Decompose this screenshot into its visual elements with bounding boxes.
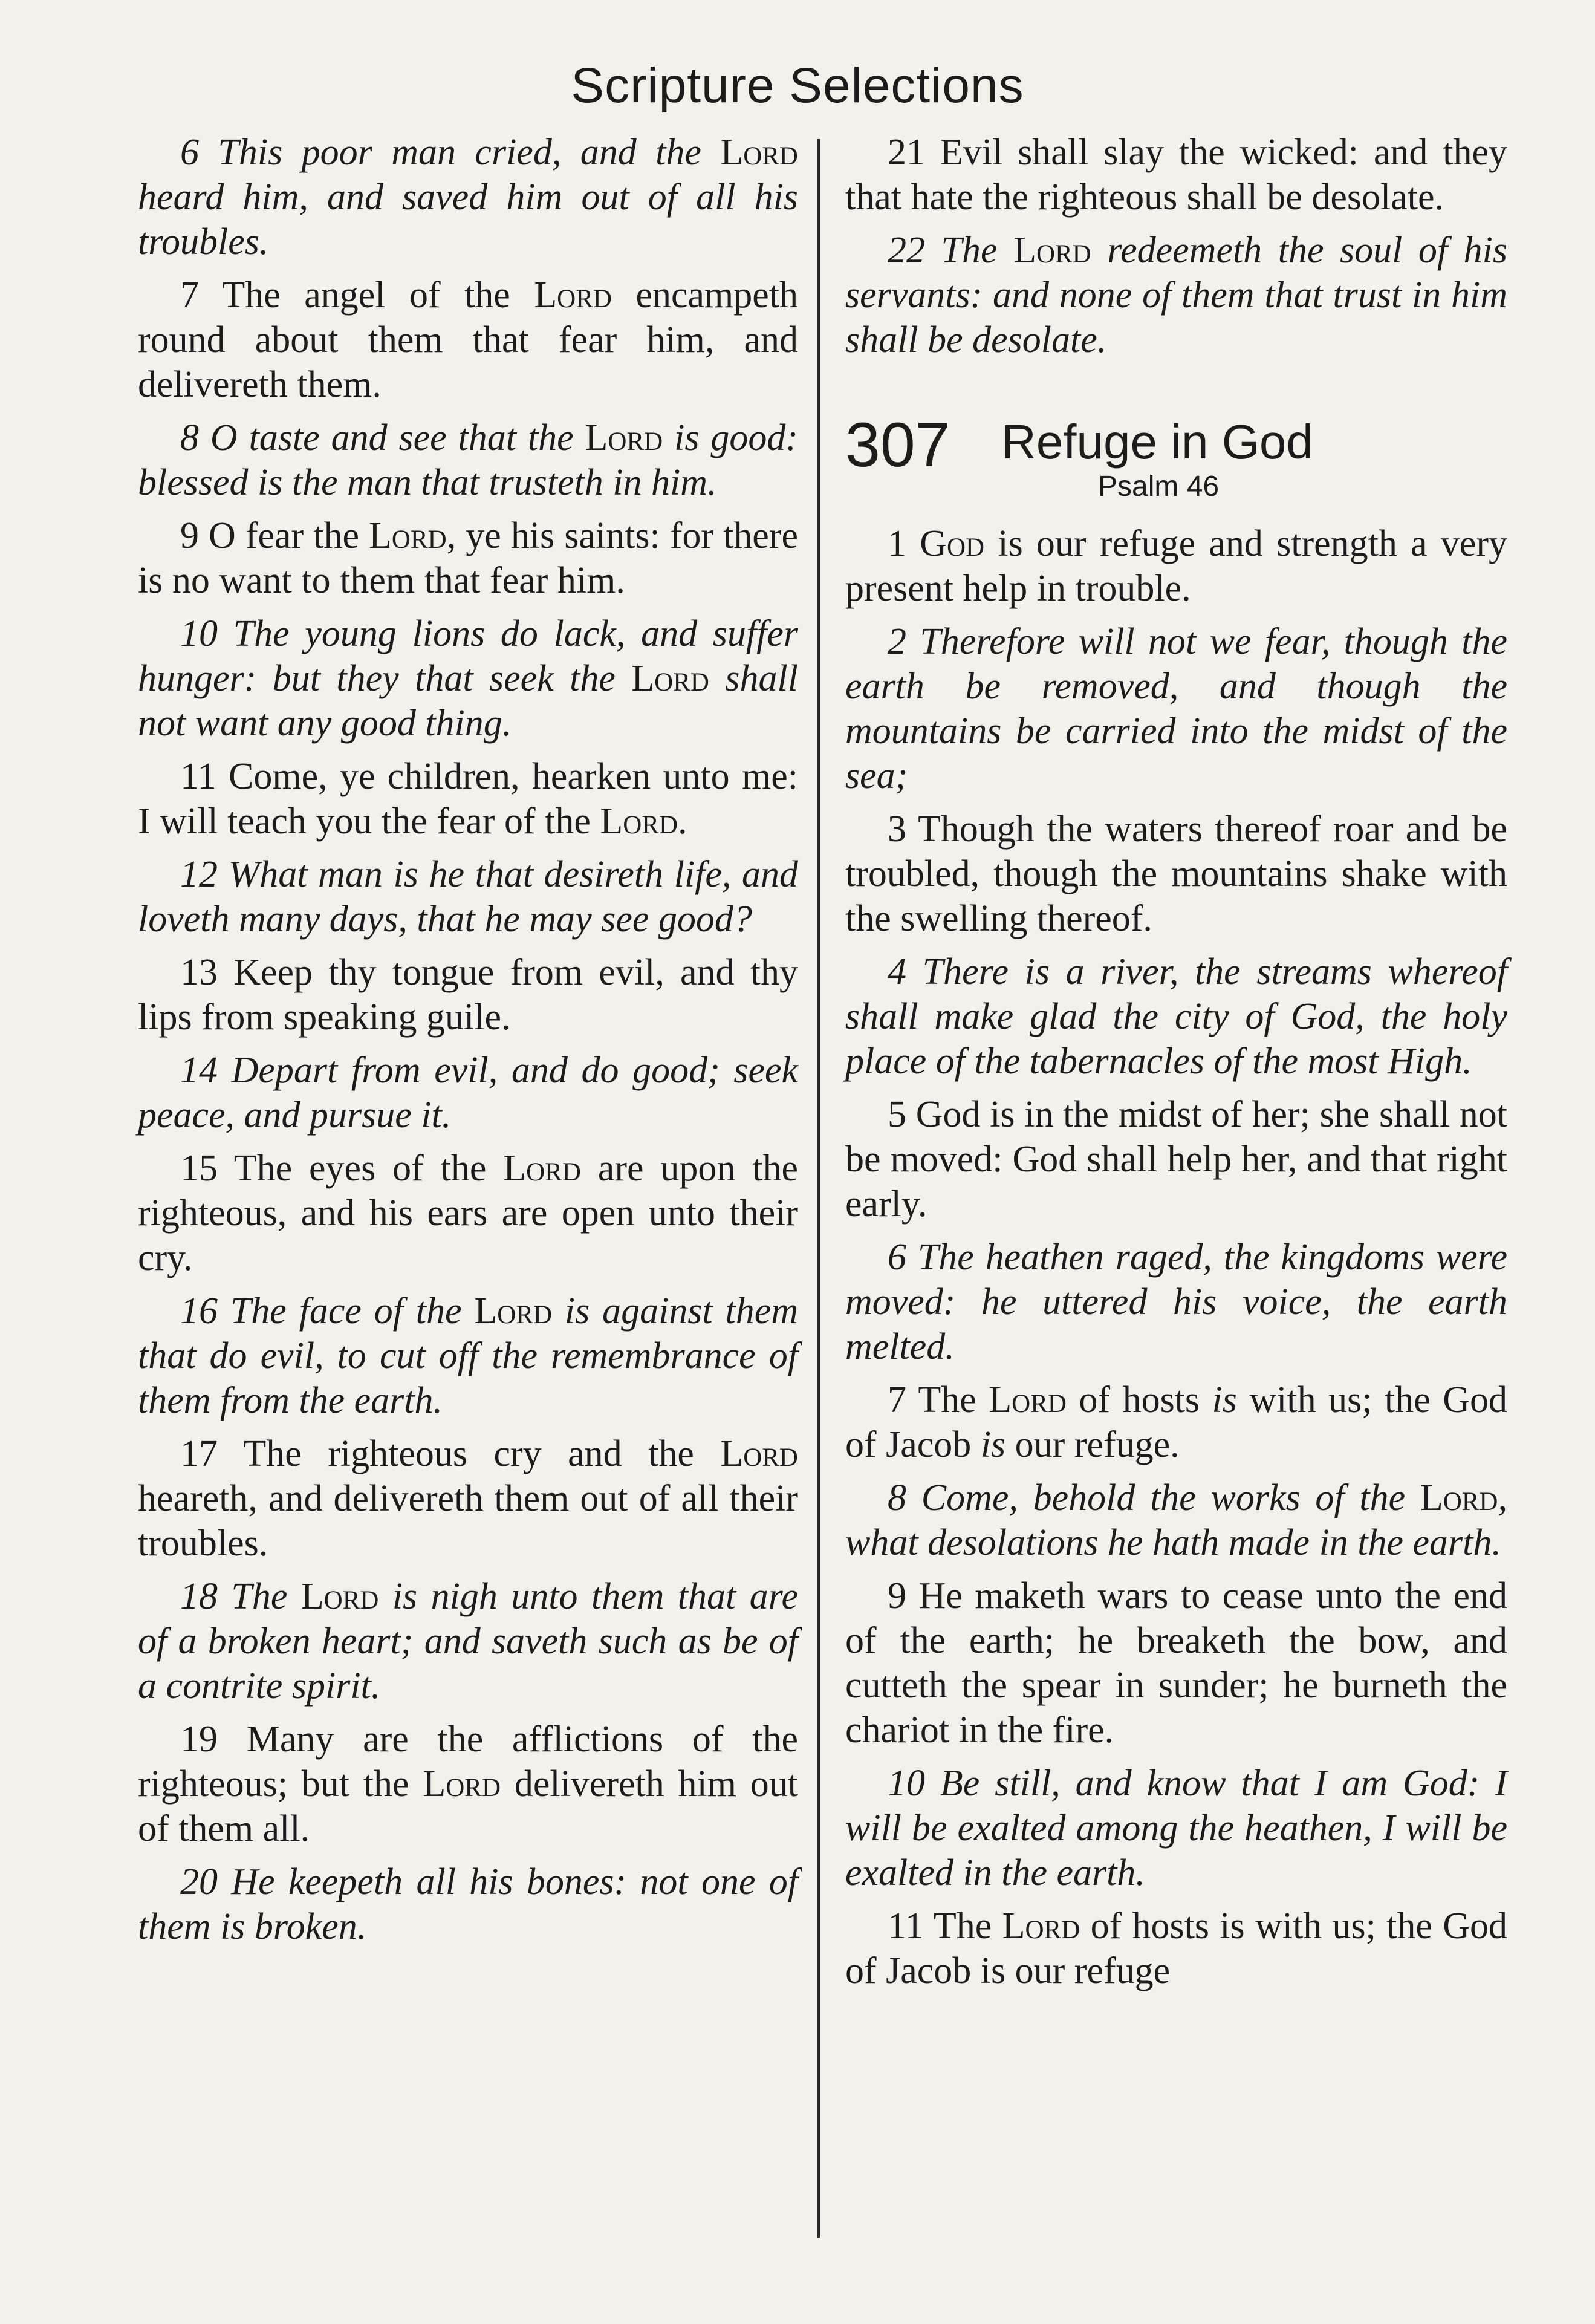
verse-text: of hosts is with us; the God of Jacob is our refuge [845,1906,1507,1991]
verse-text: 6 The heathen raged, the kingdoms were moved: he uttered his voice, the earth melted. [845,1237,1507,1367]
small-caps-word: Lord [474,1291,553,1332]
small-caps-word: Lord [600,801,678,842]
verse-text: 11 Come, ye children, hearken unto me: I will teach you the fear of the [138,756,798,842]
verse [845,228,1507,362]
verse [845,1235,1507,1369]
verse-text: is [980,1424,1006,1465]
verse [138,1860,798,1949]
small-caps-word: Lord [503,1148,581,1189]
page-header: Scripture Selections [571,58,1024,113]
verse [138,1289,798,1423]
verse-text: 20 He keepeth all his bones: not one of them is broken. [138,1861,798,1947]
verse [138,754,798,844]
verse [845,619,1507,798]
verse-text: redeemeth the soul of his servants: and none of them that trust in him shall be desolate. [845,230,1508,360]
verse-text: 2 Therefore will not we fear, though the earth be removed, and though the mountains be carried into the midst of the sea; [845,621,1507,796]
verse-text: , ye his saints: for there is no want to them that fear him. [138,515,798,601]
verse [845,1904,1507,1993]
verse-text: is our refuge and strength a very present help in trouble. [845,523,1508,609]
small-caps-word: Lord [720,1433,798,1474]
verse-text: 9 He maketh wars to cease unto the end of the earth; he breaketh the bow, and cutteth the spear in sunder; he burneth the chariot in the fire. [845,1575,1507,1751]
verse-text: 19 Many are the afflictions of the righteous; but the [138,1719,798,1805]
column-divider [817,139,820,2238]
verse-text: 6 This poor man cried, and the [180,132,721,173]
verse-list-right-top [845,130,1507,362]
verse-text: 10 Be still, and know that I am God: I will be exalted among the heathen, I will be exalted in the earth. [845,1763,1507,1893]
small-caps-word: Lord [1002,1906,1080,1947]
verse [138,130,798,264]
verse [845,1574,1507,1753]
verse-text: heareth, and delivereth them out of all their troubles. [138,1478,798,1564]
verse-text: 8 O taste and see that the [180,417,585,458]
small-caps-word: Lord [1013,230,1091,271]
small-caps-word: Lord [300,1576,379,1617]
verse-text: 10 The young lions do lack, and suffer hunger: but they that seek the [138,613,798,699]
verse [845,1476,1507,1565]
verse-list-right-bottom [845,521,1507,1993]
verse-text: encampeth round about them that fear him, and delivereth them. [138,275,798,405]
verse [845,1378,1507,1467]
left-column [138,130,798,1958]
verse [845,521,1507,611]
verse [845,1092,1507,1226]
verse-text: 11 The [888,1906,1002,1947]
verse-text: is good: blessed is the man that trusteth in him. [138,417,799,503]
small-caps-word: God [920,523,985,564]
verse [845,807,1507,941]
verse [845,1761,1507,1895]
verse-list-left [138,130,798,1949]
verse [138,1146,798,1280]
verse-text: 7 The angel of the [180,275,534,316]
small-caps-word: Lord [585,417,663,458]
verse [138,1717,798,1851]
small-caps-word: Lord [631,658,709,699]
verse-text: 9 O fear the [180,515,369,556]
verse-text: 16 The face of the [180,1291,475,1332]
verse-text: delivereth him out of them all. [138,1763,798,1849]
verse [138,611,798,746]
verse-text: is against them that do evil, to cut off the remembrance of them from the earth. [138,1291,799,1421]
small-caps-word: Lord [423,1763,501,1805]
verse-text: 18 The [180,1576,301,1617]
verse [138,1431,798,1566]
small-caps-word: Lord [720,132,798,173]
verse-text: 22 The [888,230,1014,271]
verse [138,1574,798,1708]
verse [138,273,798,407]
psalm-title: Refuge in God [1001,415,1313,469]
small-caps-word: Lord [989,1379,1067,1421]
right-column [845,130,1507,2002]
small-caps-word: Lord [369,515,447,556]
verse [138,852,798,942]
verse-text: are upon the righteous, and his ears are open unto their cry. [138,1148,798,1278]
small-caps-word: Lord [1420,1477,1498,1518]
verse-text: 13 Keep thy tongue from evil, and thy lips from speaking guile. [138,952,798,1038]
verse-text: . [678,801,687,842]
verse-text: 17 The righteous cry and the [180,1433,721,1474]
verse-text: heard him, and saved him out of all his troubles. [138,177,798,262]
psalm-number: 307 [845,410,950,480]
verse-text: shall not want any good thing. [138,658,798,744]
verse-text: 12 What man is he that desireth life, and loveth many days, that he may see good? [138,854,798,940]
verse-text: 3 Though the waters thereof roar and be troubled, though the mountains shake with the swelling thereof. [845,809,1507,939]
psalm-heading [845,409,1507,521]
verse [138,950,798,1040]
verse-text: 4 There is a river, the streams whereof shall make glad the city of God, the holy place of the tabernacles of the most High. [845,951,1507,1082]
verse-text: is [1212,1379,1237,1421]
verse [138,513,798,603]
verse-text: of hosts [1066,1379,1212,1421]
verse-text: 1 [888,523,920,564]
small-caps-word: Lord [534,275,612,316]
verse-text: 15 The eyes of the [180,1148,504,1189]
verse-text: 21 Evil shall slay the wicked: and they that hate the righteous shall be desolate. [845,132,1507,218]
verse-text: 14 Depart from evil, and do good; seek peace, and pursue it. [138,1050,798,1136]
verse-text: 7 The [888,1379,989,1421]
verse [138,415,798,505]
verse [845,949,1507,1084]
psalm-subtitle: Psalm 46 [1098,470,1220,503]
verse-text: 5 God is in the midst of her; she shall not be moved: God shall help her, and that right early. [845,1094,1507,1225]
verse-text: our refuge. [1005,1424,1180,1465]
verse-text: 8 Come, behold the works of the [888,1477,1420,1518]
verse [138,1048,798,1138]
verse-text: is nigh unto them that are of a broken heart; and saveth such as be of a contrite spirit. [138,1576,799,1707]
verse [845,130,1507,220]
verse-text: with us; the God of Jacob [845,1379,1507,1465]
verse-text: , what desolations he hath made in the earth. [845,1477,1507,1563]
